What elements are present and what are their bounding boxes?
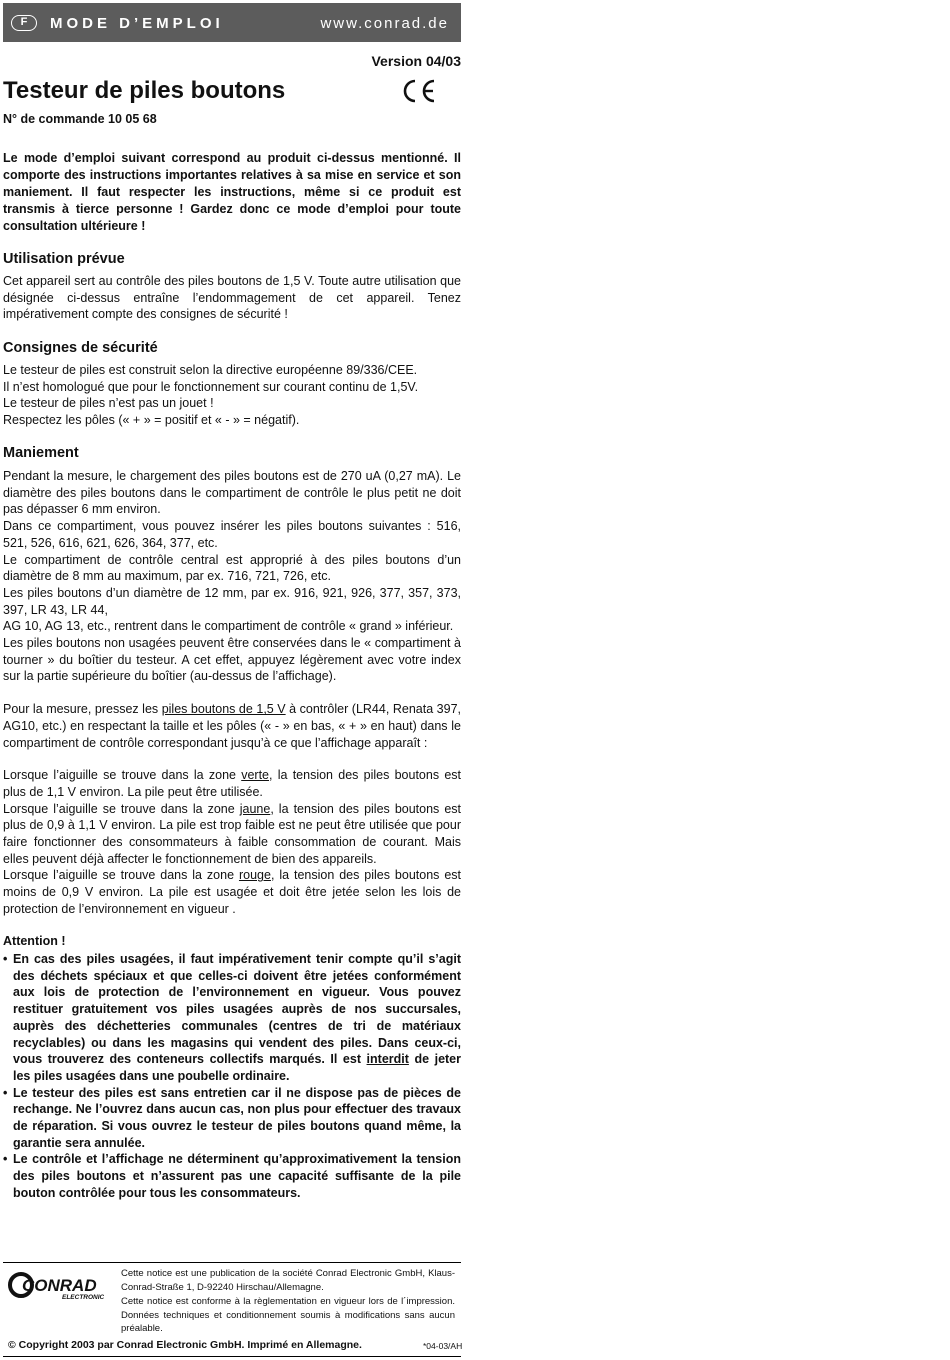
text-run: Lorsque l’aiguille se trouve dans la zone <box>3 768 242 783</box>
attention-bullet: • Le contrôle et l’affichage ne déterminent qu’approximativement la tension des piles boutons et n’assurent pas une capacité suffisante de la pile bouton contrôlée pour tous les consommateurs. <box>3 1151 461 1201</box>
section-heading-utilisation: Utilisation prévue <box>3 251 125 267</box>
version-label: Version 04/03 <box>371 53 461 69</box>
attention-heading: Attention ! <box>3 934 66 948</box>
conformity-notice: Cette notice est conforme à la règlementation en vigueur lors de l´impression. Données techniques et conditionnement soumis à modifications sans aucun préalable. <box>121 1296 455 1334</box>
text-run: Lorsque l’aiguille se trouve dans la zone <box>3 801 240 816</box>
website-link[interactable]: www.conrad.de <box>320 15 449 32</box>
red-zone-paragraph <box>3 867 461 917</box>
utilisation-text: Cet appareil sert au contrôle des piles boutons de 1,5 V. Toute autre utilisation que désignée ci-dessus entraîne l’endommagement de cet appareil. Tenez impérativement compte des consignes de sécurité ! <box>3 274 461 322</box>
maniement-paragraph: Les piles boutons d’un diamètre de 12 mm, par ex. 916, 921, 926, 377, 357, 373, 397, LR 43, LR 44, <box>3 585 461 617</box>
underlined-text: jaune <box>239 801 271 816</box>
conrad-logo <box>8 1272 104 1300</box>
footer-rule-top <box>3 1262 461 1263</box>
green-zone-paragraph <box>3 767 461 800</box>
maniement-paragraph: Le compartiment de contrôle central est approprié à des piles boutons d’un diamètre de 8 mm au maximum, par ex. 716, 721, 726, etc. <box>3 552 461 584</box>
consignes-line: Le testeur de piles est construit selon la directive européenne 89/336/CEE. <box>3 363 418 377</box>
ce-mark-icon <box>398 78 438 104</box>
section-heading-maniement: Maniement <box>3 445 79 461</box>
logo-sub-text: ELECTRONIC <box>62 1294 104 1300</box>
attention-bullet <box>3 951 461 1085</box>
maniement-paragraph: Pendant la mesure, le chargement des piles boutons est de 270 uA (0,27 mA). Le diamètre des piles boutons dans le compartiment de contrôle le plus petit ne doit pas dépasser 6 mm environ. <box>3 469 461 517</box>
language-badge: F <box>11 15 37 31</box>
measure-paragraph <box>3 701 461 751</box>
logo-main-text: CONRAD <box>22 1276 97 1295</box>
text-run: de jeter les piles usagées dans une poubelle ordinaire. <box>13 1052 461 1083</box>
consignes-list <box>3 362 461 429</box>
consignes-line: Le testeur de piles n’est pas un jouet ! <box>3 396 214 411</box>
attention-bullet: • Le testeur des piles est sans entretien car il ne dispose pas de pièces de rechange. Ne l’ouvrez dans aucun cas, non plus pour effectuer des travaux de réparation. Si vous ouvrez le testeur de piles boutons quand même, la garantie sera annulée. <box>3 1085 461 1152</box>
mode-title: MODE D’EMPLOI <box>50 15 224 32</box>
publication-notice: Cette notice est une publication de la société Conrad Electronic GmbH, Klaus-Conrad-Straße 1, D-92240 Hirschau/Allemagne. <box>121 1268 455 1293</box>
yellow-zone-paragraph <box>3 801 461 868</box>
underlined-text: interdit <box>366 1052 409 1067</box>
section-heading-consignes: Consignes de sécurité <box>3 340 158 356</box>
text-run: , la tension des piles boutons est plus de 0,9 à 1,1 V environ. La pile est trop faible est ne peut être utilisée que pour faire fonctionner des consommateurs à faible consommation de courant. Mais elles peuvent déjà affecter le fonctionnement de bien des appareils. <box>3 801 461 866</box>
text-run: à contrôler (LR44, Renata 397, AG10, etc.) en respectant la taille et les pôles (« - » en bas, « + » en haut) dans le compartiment de contrôle correspondant jusqu’à ce que l’affichage apparaît : <box>3 702 462 750</box>
header-bar <box>3 3 461 42</box>
text-run: , la tension des piles boutons est plus de 1,1 V environ. La pile peut être utilisée. <box>3 768 461 799</box>
underlined-text: rouge <box>238 868 271 883</box>
maniement-body <box>3 468 461 918</box>
consignes-line: Respectez les pôles (« + » = positif et « - » = négatif). <box>3 413 300 428</box>
document-title: Testeur de piles boutons <box>3 77 286 104</box>
footer-notice <box>121 1267 455 1337</box>
consignes-line: Il n’est homologué que pour le fonctionnement sur courant continu de 1,5V. <box>3 379 419 394</box>
order-number: N° de commande 10 05 68 <box>3 112 157 126</box>
maniement-paragraph: Dans ce compartiment, vous pouvez insérer les piles boutons suivantes : 516, 521, 526, 616, 621, 626, 364, 377, etc. <box>3 519 461 550</box>
maniement-paragraph: Les piles boutons non usagées peuvent être conservées dans le « compartiment à tourner » du boîtier du testeur. A cet effet, appuyez légèrement avec votre index sur la partie supérieure du boîtier (au-dessus de l’affichage). <box>3 636 461 684</box>
footer-rule-bottom <box>3 1356 461 1357</box>
copyright-line: © Copyright 2003 par Conrad Electronic GmbH. Imprimé en Allemagne. <box>8 1339 362 1351</box>
edition-code: *04-03/AH <box>423 1341 463 1351</box>
text-run: Lorsque l’aiguille se trouve dans la zone <box>3 868 239 883</box>
text-run: , la tension des piles boutons est moins de 0,9 V environ. La pile est usagée et doit être jetée selon les lois de protection de l’environnement en vigueur . <box>3 868 461 916</box>
intro-paragraph: Le mode d’emploi suivant correspond au produit ci-dessus mentionné. Il comporte des instructions importantes relatives à sa mise en service et son maniement. Il faut respecter les instructions, même si ce produit est transmis à tierce personne ! Gardez donc ce mode d’emploi pour toute consultation ultérieure ! <box>3 151 461 233</box>
attention-list <box>3 951 461 1202</box>
underlined-text: piles boutons de 1,5 V <box>161 702 286 717</box>
text-run: Pour la mesure, pressez les <box>3 702 162 717</box>
text-run: En cas des piles usagées, il faut impérativement tenir compte qu’il s’agit des déchets spéciaux et que celles-ci doivent être jetées conformément aux lois de protection de l’environnement en vigueur. Vous pouvez restituer gratuitement vos piles usagées auprès de nos succursales, auprès des déchetteries communales (centres de tri de matériaux recyclables) ou dans les magasins qui vendent des piles. Dans ceux-ci, vous trouverez des conteneurs collectifs marqués. Il est <box>13 952 461 1067</box>
underlined-text: verte <box>241 768 270 783</box>
maniement-paragraph: AG 10, AG 13, etc., rentrent dans le compartiment de contrôle « grand » inférieur. <box>3 619 454 634</box>
